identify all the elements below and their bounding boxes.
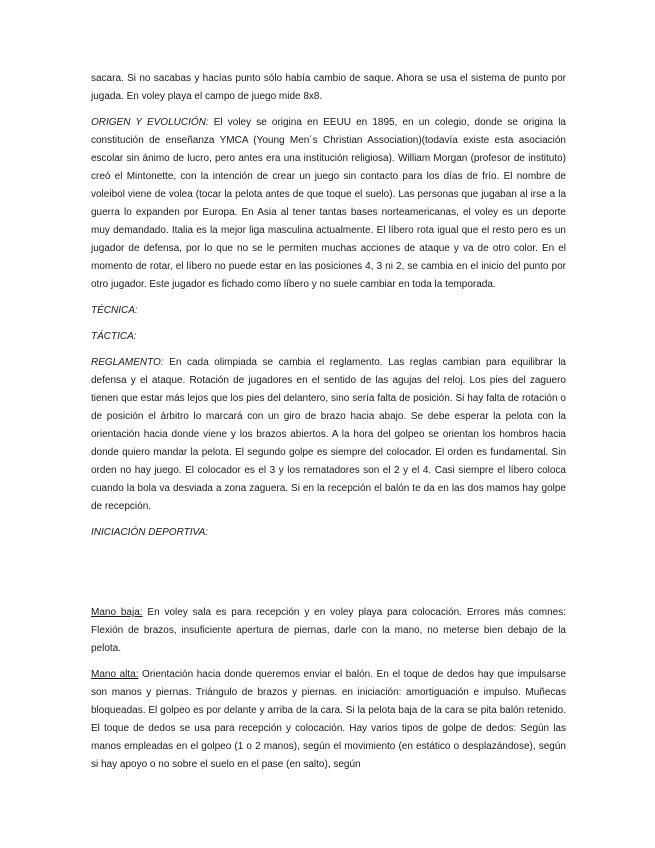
paragraph-text: El voley se origina en EEUU en 1895, en un colegio, donde se origina la constitución de enseñanza YMCA (Young Men´s Christian Association)(todavía existe esta asociación escolar sin ánimo de lucro, pero antes era una institución religiosa). William Morgan (profesor de instituto) creó el Mintonette, con la intención de crear un juego sin contacto para los días de frío. El nombre de voleibol viene de volea (tocar la pelota antes de que toque el suelo). Las personas que jugaban al irse a la guerra lo expanden por Europa. En Asia al tener tantas bases norteamericanas, el voley es un deporte muy demandado. Italia es la mejor liga masculina actualmente. El líbero rota igual que el resto pero es un jugador de defensa, por lo que no se le permiten muchas acciones de ataque y va de otro color. En el momento de rotar, el líbero no puede estar en las posiciones 4, 3 ni 2, se cambia en el inicio del punto por otro jugador. Este jugador es fichado como líbero y no suele cambiar en toda la temporada. (91, 117, 566, 290)
paragraph-tactica (91, 328, 566, 346)
paragraph-origen (91, 114, 566, 294)
paragraph-text: Orientación hacia donde queremos enviar el balón. En el toque de dedos hay que impulsarse son manos y piernas. Triángulo de brazos y piernas. en iniciación: amortiguación e impulso. Muñecas bloqueadas. El golpeo es por delante y arriba de la cara. Si la pelota baja de la cara se pita balón retenido. El toque de dedos se usa para recepción y colocación. Hay varios tipos de golpe de dedos: Según las manos empleadas en el golpeo (1 o 2 manos), según el movimiento (en estático o desplazándose), según si hay apoyo o no sobre el suelo en el pase (en salto), según (91, 669, 566, 770)
section-heading-mano-baja: Mano baja: (91, 607, 143, 618)
paragraph-reglamento (91, 354, 566, 516)
paragraph-saque (91, 70, 566, 106)
paragraph-iniciacion (91, 524, 566, 542)
paragraph-tecnica (91, 302, 566, 320)
paragraph-text: sacara. Si no sacabas y hacías punto sólo había cambio de saque. Ahora se usa el sistema de punto por jugada. En voley playa el campo de juego mide 8x8. (91, 73, 566, 102)
paragraph-mano-alta (91, 666, 566, 774)
paragraph-mano-baja (91, 604, 566, 658)
section-heading-mano-alta: Mano alta: (91, 669, 139, 680)
document-body (91, 70, 566, 782)
section-heading-iniciacion: INICIACIÓN DEPORTIVA: (91, 527, 209, 538)
section-heading-tactica: TÁCTICA: (91, 331, 137, 342)
paragraph-text: En voley sala es para recepción y en voley playa para colocación. Errores más comnes: Flexión de brazos, insuficiente apertura de piernas, darle con la mano, no meterse bien debajo de la pelota. (91, 607, 566, 654)
section-heading-tecnica: TÉCNICA: (91, 305, 138, 316)
section-heading-reglamento: REGLAMENTO: (91, 357, 164, 368)
paragraph-text: En cada olimpiada se cambia el reglamento. Las reglas cambian para equilibrar la defensa y el ataque. Rotación de jugadores en el sentido de las agujas del reloj. Los pies del zaguero tienen que estar más lejos que los pies del delantero, sino sería falta de posición. Si hay falta de rotación o de posición el árbitro lo marcará con un giro de brazo hacia abajo. Se debe esperar la pelota con la orientación hacia donde viene y los brazos abiertos. A la hora del golpeo se orientan los hombros hacia donde quiero mandar la pelota. El segundo golpe es siempre del colocador. El orden es fundamental. Sin orden no hay juego. El colocador es el 3 y los rematadores son el 2 y el 4. Casi siempre el líbero coloca cuando la bola va desviada a zona zaguera. Si en la recepción el balón te da en las dos mamos hay golpe de recepción. (91, 357, 566, 512)
section-heading-origen: ORIGEN Y EVOLUCIÓN: (91, 117, 209, 128)
blank-space (91, 550, 566, 604)
